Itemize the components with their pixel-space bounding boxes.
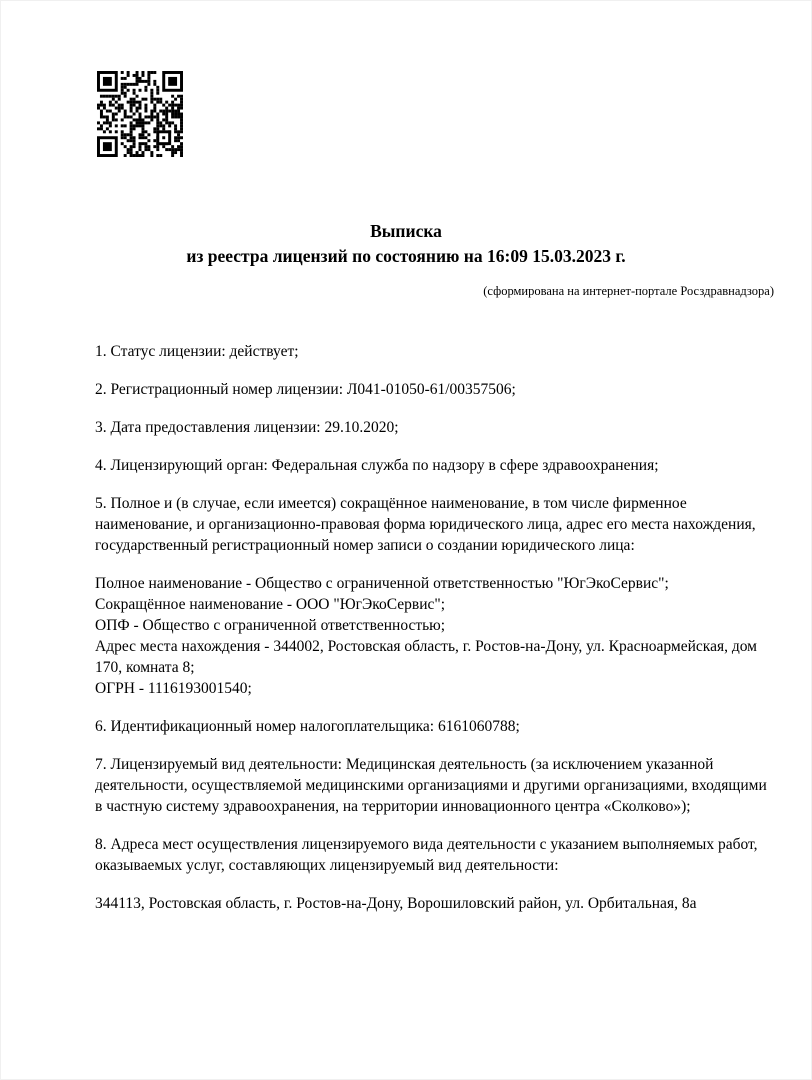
document-body bbox=[95, 341, 772, 931]
org-full-name: Полное наименование - Общество с ограниченной ответственностью "ЮгЭкоСервис"; bbox=[95, 575, 669, 592]
item-8-activity-addresses-heading: 8. Адреса мест осуществления лицензируемого вида деятельности с указанием выполняемых работ, оказываемых услуг, составляющих лицензируемый вид деятельности: bbox=[95, 836, 758, 874]
item-3-license-date: 3. Дата предоставления лицензии: 29.10.2020; bbox=[95, 419, 399, 436]
org-short-name: Сокращённое наименование - ООО "ЮгЭкоСервис"; bbox=[95, 596, 446, 613]
document-title-line1: Выписка bbox=[370, 221, 442, 241]
item-6-taxpayer-number: 6. Идентификационный номер налогоплательщика: 6161060788; bbox=[95, 718, 520, 735]
org-address: Адрес места нахождения - 344002, Ростовская область, г. Ростов-на-Дону, ул. Красноармейская, дом 170, комната 8; bbox=[95, 638, 757, 676]
item-5-organization-info-heading: 5. Полное и (в случае, если имеется) сокращённое наименование, в том числе фирменное наименование, и организационно-правовая форма юридического лица, адрес его места нахождения, государственный регистрационный номер записи о создании юридического лица: bbox=[95, 495, 756, 554]
document-title bbox=[0, 219, 812, 269]
item-4-licensing-authority: 4. Лицензирующий орган: Федеральная служба по надзору в сфере здравоохранения; bbox=[95, 457, 659, 474]
organization-details bbox=[95, 573, 772, 699]
document-title-line2: из реестра лицензий по состоянию на 16:09 15.03.2023 г. bbox=[186, 246, 626, 266]
qr-code-icon bbox=[97, 71, 183, 157]
item-1-license-status: 1. Статус лицензии: действует; bbox=[95, 343, 299, 360]
activity-address: 344113, Ростовская область, г. Ростов-на-Дону, Ворошиловский район, ул. Орбитальная, 8а bbox=[95, 895, 697, 912]
org-legal-form: ОПФ - Общество с ограниченной ответственностью; bbox=[95, 617, 446, 634]
document-subtitle: (сформирована на интернет-портале Росздравнадзора) bbox=[483, 284, 774, 298]
item-2-registration-number: 2. Регистрационный номер лицензии: Л041-01050-61/00357506; bbox=[95, 381, 516, 398]
item-7-licensed-activity: 7. Лицензируемый вид деятельности: Медицинская деятельность (за исключением указанной деятельности, осуществляемой медицинскими организациями и другими организациями, входящими в частную систему здравоохранения, на территории инновационного центра «Сколково»); bbox=[95, 756, 767, 815]
org-ogrn: ОГРН - 1116193001540; bbox=[95, 680, 252, 697]
